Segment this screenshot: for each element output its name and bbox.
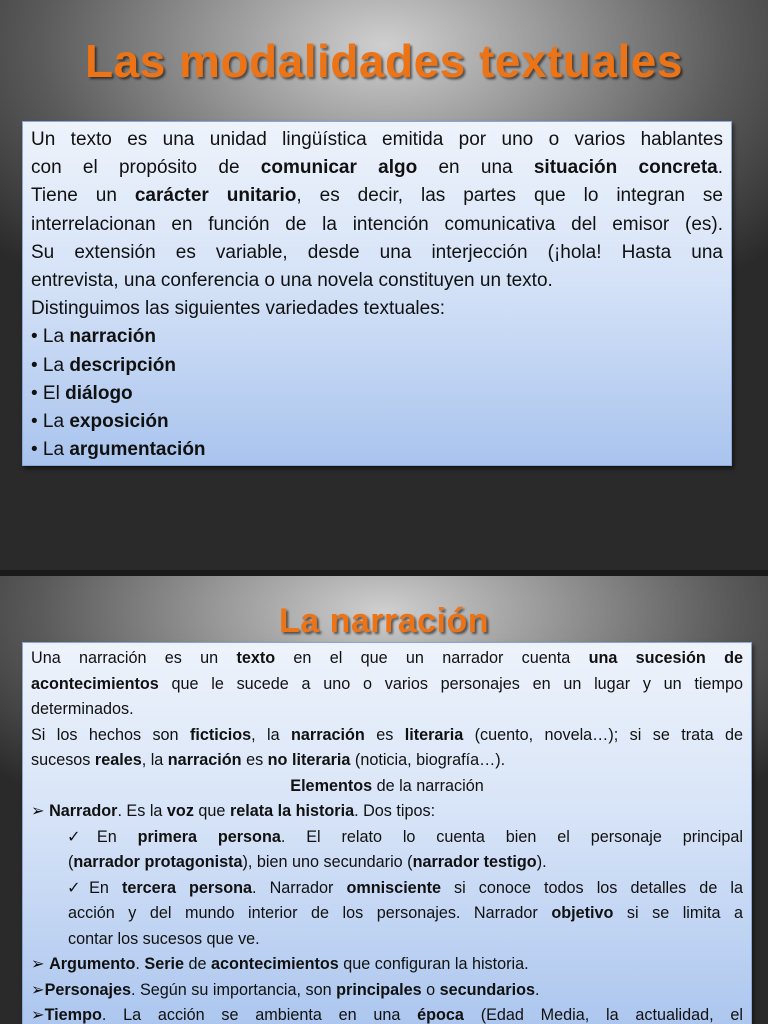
text: que configuran la historia. bbox=[338, 955, 529, 973]
bold-text: voz bbox=[166, 802, 194, 820]
text: ➢ bbox=[31, 1006, 45, 1024]
bold-text: texto bbox=[236, 649, 276, 667]
text: Un texto es una unidad lingüística emitida por uno o varios hablantes bbox=[31, 129, 723, 150]
text: de la narración bbox=[372, 776, 484, 795]
text: si se limita a bbox=[613, 904, 743, 922]
sub-item-text bbox=[31, 850, 743, 876]
bold-text: omnisciente bbox=[346, 878, 441, 897]
text: . Dos tipos: bbox=[354, 802, 436, 820]
text-line bbox=[31, 723, 743, 749]
text: • La bbox=[31, 326, 70, 348]
text-line bbox=[31, 748, 743, 774]
bold-text: relata la historia bbox=[229, 802, 355, 820]
text: ➢ bbox=[31, 955, 50, 973]
text: ( bbox=[68, 853, 74, 871]
slide-title: La narración bbox=[278, 602, 490, 640]
text: ), bien uno secundario ( bbox=[242, 853, 413, 871]
text: . La acción se ambienta en una bbox=[101, 1006, 418, 1024]
text: • El bbox=[31, 382, 66, 404]
bold-text: exposición bbox=[69, 411, 169, 433]
text: . El relato lo cuenta bien el personaje principal bbox=[280, 827, 743, 846]
text: . bbox=[534, 980, 540, 999]
text: que le sucede a uno o varios personajes en un lugar y un tiempo bbox=[158, 674, 743, 693]
text-line bbox=[31, 211, 723, 239]
sub-item-text bbox=[31, 901, 743, 927]
sub-item-text bbox=[31, 927, 743, 953]
bold-text: acontecimientos bbox=[31, 674, 159, 693]
bold-text: comunicar algo bbox=[260, 157, 418, 179]
bold-text: primera persona bbox=[137, 827, 281, 846]
text: de bbox=[184, 955, 212, 973]
text: es bbox=[241, 751, 268, 769]
text: ➢ bbox=[31, 980, 45, 999]
list-item bbox=[31, 978, 743, 1004]
bold-text: secundarios bbox=[439, 980, 535, 999]
text: • La bbox=[31, 439, 70, 461]
bold-text: narrador testigo bbox=[412, 853, 537, 871]
text-line bbox=[31, 126, 723, 154]
text: • La bbox=[31, 411, 70, 433]
text: si conoce todos los detalles de la bbox=[440, 878, 743, 897]
bold-text: tercera persona bbox=[121, 878, 253, 897]
text: sucesos bbox=[31, 751, 95, 769]
text: Su extensión es variable, desde una interjección (¡hola! Hasta una bbox=[31, 241, 723, 263]
bold-text: una sucesión de bbox=[588, 649, 743, 667]
text: en una bbox=[417, 157, 534, 179]
text: con el propósito de bbox=[31, 157, 261, 179]
text: que bbox=[193, 802, 230, 820]
text-line bbox=[31, 239, 723, 267]
text: ✓En bbox=[67, 827, 138, 846]
text: , la bbox=[251, 725, 292, 744]
bold-text: Elementos bbox=[290, 776, 373, 795]
bold-text: descripción bbox=[69, 354, 176, 376]
content-box bbox=[22, 642, 752, 1024]
bold-text: acontecimientos bbox=[211, 955, 339, 973]
content-box bbox=[22, 121, 732, 466]
bold-text: no literaria bbox=[267, 751, 351, 769]
bold-text: situación concreta bbox=[533, 157, 718, 179]
text-line bbox=[31, 672, 743, 698]
text: , la bbox=[141, 751, 168, 769]
text-line bbox=[31, 154, 723, 182]
text: , es decir, las partes que lo integran se bbox=[296, 185, 723, 207]
list-item bbox=[31, 380, 723, 408]
bold-text: reales bbox=[94, 751, 142, 769]
list-item bbox=[31, 323, 723, 351]
bold-text: narrador protagonista bbox=[73, 853, 243, 871]
text: ). bbox=[536, 853, 547, 871]
text: (noticia, biografía…). bbox=[350, 751, 506, 769]
text: ➢ bbox=[31, 802, 50, 820]
section-heading bbox=[31, 774, 743, 800]
sub-item bbox=[31, 876, 743, 902]
text: entrevista, una conferencia o una novela constituyen un texto. bbox=[31, 270, 553, 292]
list-item bbox=[31, 436, 723, 464]
text: determinados. bbox=[31, 700, 134, 718]
text: acción y del mundo interior de los personajes. Narrador bbox=[68, 904, 552, 922]
text: ✓En bbox=[67, 878, 122, 897]
sub-item bbox=[31, 825, 743, 851]
bold-text: objetivo bbox=[551, 904, 614, 922]
text-line bbox=[31, 267, 723, 295]
text: . Según su importancia, son bbox=[130, 980, 337, 999]
text-line bbox=[31, 182, 723, 210]
slide-la-narracion bbox=[0, 576, 768, 1024]
bold-text: Argumento bbox=[49, 955, 136, 973]
text: . bbox=[717, 157, 724, 179]
text: (Edad Media, la actualidad, el bbox=[463, 1006, 743, 1024]
list-item bbox=[31, 952, 743, 978]
text-line bbox=[31, 295, 723, 323]
list-item bbox=[31, 408, 723, 436]
text: . Narrador bbox=[252, 878, 347, 897]
text: interrelacionan en función de la intención comunicativa del emisor (es). bbox=[31, 213, 723, 235]
bold-text: narración bbox=[167, 751, 242, 769]
bold-text: Narrador bbox=[49, 802, 118, 820]
text: Si los hechos son bbox=[31, 725, 190, 744]
bold-text: Tiempo bbox=[44, 1006, 102, 1024]
bold-text: literaria bbox=[404, 725, 464, 744]
bold-text: ficticios bbox=[189, 725, 252, 744]
text-line bbox=[31, 697, 743, 723]
list-item bbox=[31, 1003, 743, 1024]
slide-title: Las modalidades textuales bbox=[85, 35, 683, 87]
text: contar los sucesos que ve. bbox=[68, 929, 260, 948]
bold-text: Personajes bbox=[44, 980, 131, 999]
text: o bbox=[421, 980, 440, 999]
text: . bbox=[135, 955, 145, 973]
bold-text: diálogo bbox=[65, 382, 133, 404]
text: Distinguimos las siguientes variedades textuales: bbox=[31, 298, 445, 320]
bold-text: carácter unitario bbox=[134, 185, 297, 207]
text: • La bbox=[31, 354, 70, 376]
text: Una narración es un bbox=[31, 649, 237, 667]
text: Tiene un bbox=[31, 185, 135, 207]
bold-text: principales bbox=[336, 980, 422, 999]
list-item bbox=[31, 799, 743, 825]
text: en el que un narrador cuenta bbox=[275, 649, 589, 667]
text: es bbox=[364, 725, 405, 744]
text: (cuento, novela…); si se trata de bbox=[463, 725, 744, 744]
bold-text: argumentación bbox=[69, 439, 206, 461]
bold-text: narración bbox=[69, 326, 156, 348]
bold-text: Serie bbox=[144, 955, 184, 973]
bold-text: época bbox=[417, 1006, 464, 1024]
list-item bbox=[31, 352, 723, 380]
text: . Es la bbox=[117, 802, 167, 820]
text-line bbox=[31, 646, 743, 672]
bold-text: narración bbox=[291, 725, 365, 744]
